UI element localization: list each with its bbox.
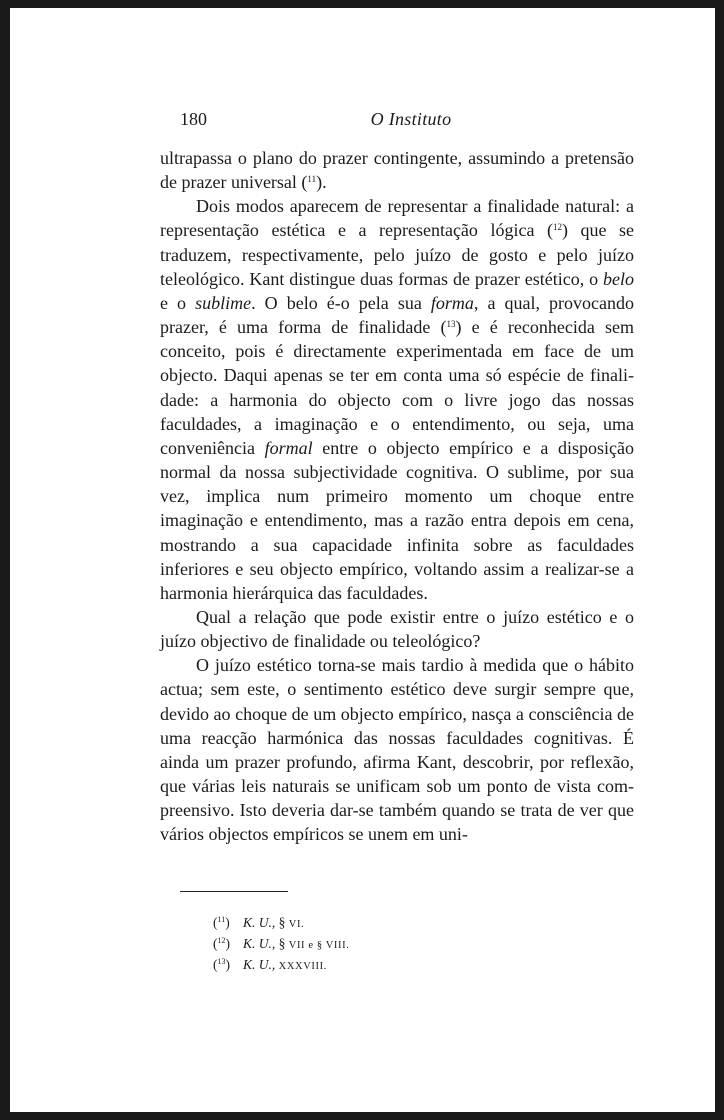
text-run: entre o objecto empírico e a disposição normal da nossa subjectividade cognitiva. O sublime, por sua vez, implica num primeiro momento um choque entre imaginação e entendimento, mas a razão entra depois em cena, mostrando a sua capacidade infinita sobre as faculdades inferiores e seu objecto empírico, voltando assim a realizar-se a harmonia hierárquica das faculdades. [160, 437, 634, 603]
footnote-ref-number: 11 [307, 174, 317, 185]
footnote-reference: K. U., [243, 936, 276, 951]
emphasis-text: forma [430, 292, 474, 313]
footnote: ($^{13}$) K. U., XXXVIII. [213, 957, 327, 972]
footnote: ($^{11}$) K. U., § VI. [213, 915, 305, 930]
footnote-ref-number: 12 [552, 222, 562, 233]
footnote-reference: K. U., [243, 957, 276, 972]
footnote-section-sign: § [278, 936, 286, 951]
footnote-number: 11 [217, 915, 226, 924]
text-run: ). [316, 172, 327, 193]
footnote-number: 13 [217, 957, 226, 966]
text-run: O juízo estético torna-se mais tardio à medida que o hábito actua; sem este, o sentimento estético deve surgir sempre que, devido ao choque de um objecto empírico, nasça a consciência de uma reacção harmónica das nossas faculdades cognitivas. É ainda um prazer profundo, afirma Kant, descobrir, por reflexão, que várias leis naturais se unificam sob um ponto de vista compreensivo. Isto deveria dar-se também quando se trata de ver que vários objectos empíricos se unem em uni- [160, 655, 634, 845]
footnote: ($^{12}$) K. U., § VII e § VIII. [213, 936, 350, 951]
footnote-numeral: VI. [288, 919, 305, 930]
footnote-ref-number: 13 [446, 319, 456, 330]
footnote-separator [180, 891, 288, 892]
text-run: ) que se traduzem, respectivamente, pelo juízo de gosto e pelo juízo teleológico. Kant distingue duas formas de prazer estético, o [160, 220, 634, 289]
paragraph [160, 605, 634, 653]
footnote-numeral: VII e § VIII. [288, 940, 350, 951]
body-text [160, 146, 634, 847]
running-head: O Instituto [370, 109, 452, 129]
page-number: 180 [180, 109, 207, 129]
paragraph [160, 653, 634, 846]
footnote-section-sign: § [278, 915, 286, 930]
footnotes [213, 913, 349, 976]
text-run: Qual a relação que pode existir entre o juízo estético e o juízo objectivo de finalidade ou teleológico? [160, 606, 634, 652]
footnote-number: 12 [217, 936, 226, 945]
emphasis-text: belo [603, 268, 634, 289]
emphasis-text: sublime [195, 292, 252, 313]
text-run: ultrapassa o plano do prazer contingente, assumindo a pretensão de prazer universal ( [160, 148, 634, 193]
text-run: . O belo é-o pela sua [251, 292, 431, 313]
page-header [170, 109, 652, 133]
text-run: e o [160, 292, 196, 313]
footnote-numeral: XXXVIII. [278, 961, 327, 972]
text-run: Dois modos aparecem de representar a finalidade natural: a representação estética e a representação lógica ( [160, 196, 634, 241]
text-run: , a qual, provocando prazer, é uma forma de finalidade ( [160, 292, 635, 338]
text-run: ) e é reconhecida sem conceito, pois é directamente experimentada em face de um objecto. Daqui apenas se ter em conta uma só espécie de finalidade: a harmonia do objecto com o livre jogo das nossas faculdades, a imaginação e o entendimento, ou seja, uma conveniência [160, 317, 634, 458]
emphasis-text: formal [264, 437, 313, 458]
paragraph [160, 194, 634, 605]
paragraph [160, 146, 634, 194]
footnote-reference: K. U., [243, 915, 276, 930]
